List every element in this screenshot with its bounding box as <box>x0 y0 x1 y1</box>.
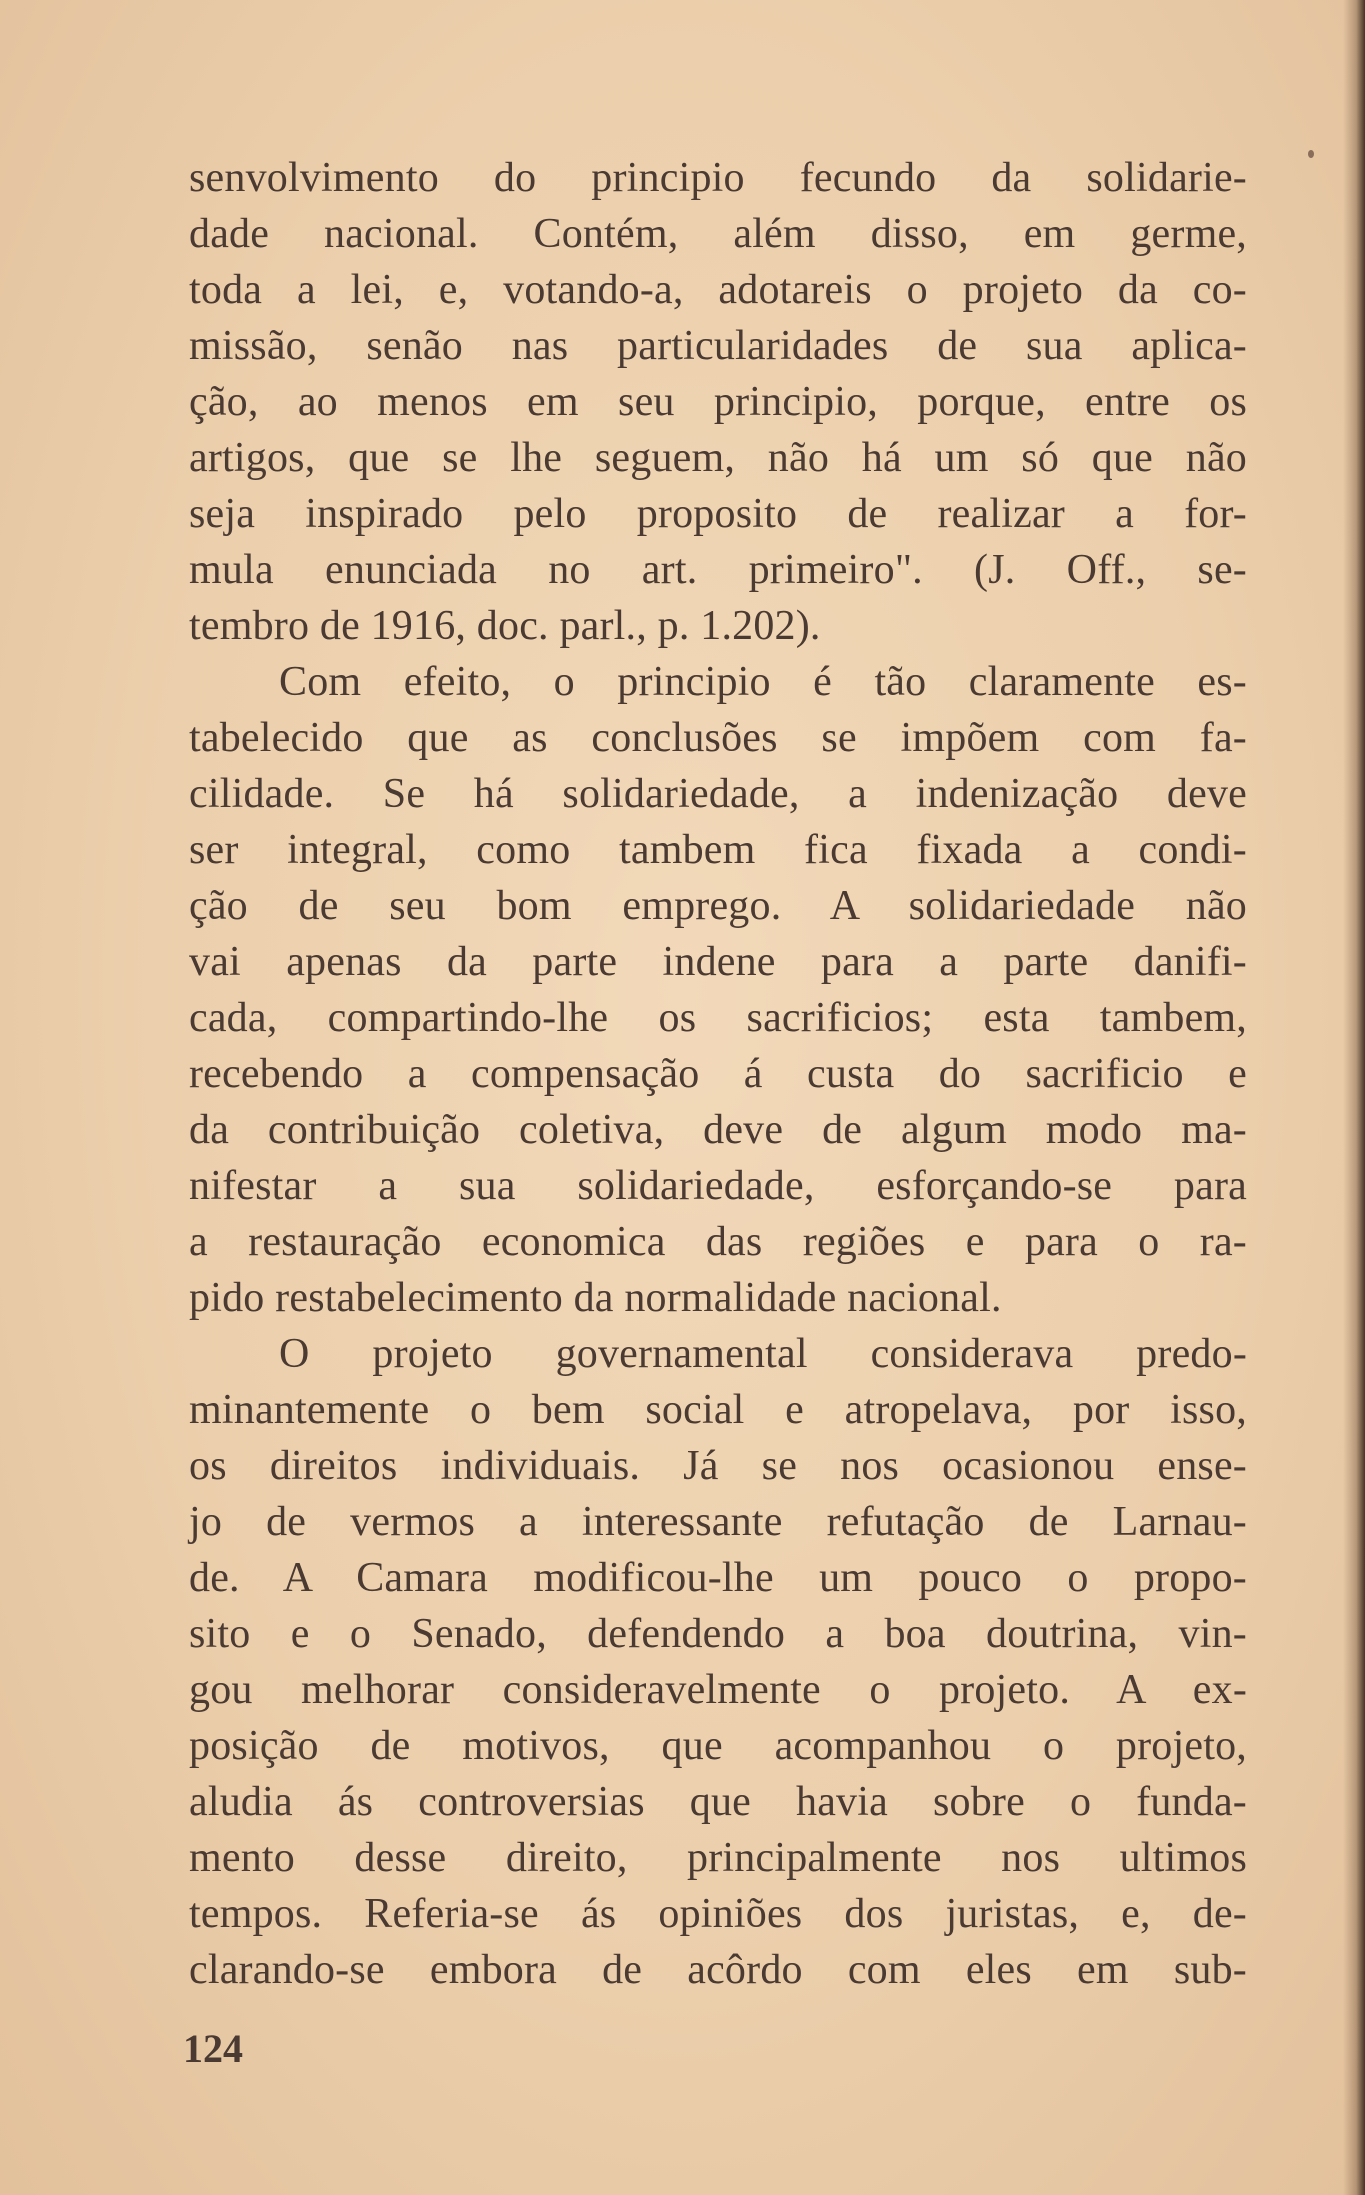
text-line: posição de motivos, que acompanhou o projeto, <box>189 1723 1247 1769</box>
text-line: gou melhorar consideravelmente o projeto. A ex- <box>189 1667 1247 1713</box>
text-line: toda a lei, e, votando-a, adotareis o projeto da co- <box>189 267 1247 313</box>
ink-speck <box>1308 150 1314 158</box>
text-line: Com efeito, o principio é tão claramente es- <box>279 659 1247 705</box>
text-line: missão, senão nas particularidades de sua aplica- <box>189 323 1247 369</box>
text-line: aludia ás controversias que havia sobre o funda- <box>189 1779 1247 1825</box>
text-line: recebendo a compensação á custa do sacrificio e <box>189 1051 1247 1097</box>
text-line: cilidade. Se há solidariedade, a indenização deve <box>189 771 1247 817</box>
text-line: pido restabelecimento da normalidade nacional. <box>189 1275 1002 1321</box>
page-number: 124 <box>183 2026 243 2071</box>
text-line: ção, ao menos em seu principio, porque, entre os <box>189 379 1247 425</box>
text-line: mula enunciada no art. primeiro". (J. Off., se- <box>189 547 1247 593</box>
text-line: tempos. Referia-se ás opiniões dos juristas, e, de- <box>189 1891 1247 1937</box>
text-line: de. A Camara modificou-lhe um pouco o propo- <box>189 1555 1247 1601</box>
text-line: os direitos individuais. Já se nos ocasionou ense- <box>189 1443 1247 1489</box>
text-line: a restauração economica das regiões e para o ra- <box>189 1219 1247 1265</box>
text-line: nifestar a sua solidariedade, esforçando-se para <box>189 1163 1247 1209</box>
text-line: O projeto governamental considerava predo- <box>279 1331 1247 1377</box>
body-text <box>189 150 1247 1998</box>
text-line: clarando-se embora de acôrdo com eles em sub- <box>189 1947 1247 1993</box>
text-line: senvolvimento do principio fecundo da solidarie- <box>189 155 1247 201</box>
text-line: tembro de 1916, doc. parl., p. 1.202). <box>189 603 821 649</box>
text-line: jo de vermos a interessante refutação de Larnau- <box>189 1499 1247 1545</box>
text-line: minantemente o bem social e atropelava, por isso, <box>189 1387 1247 1433</box>
text-line: dade nacional. Contém, além disso, em germe, <box>189 211 1247 257</box>
text-line: da contribuição coletiva, deve de algum modo ma- <box>189 1107 1247 1153</box>
text-line: ser integral, como tambem fica fixada a condi- <box>189 827 1247 873</box>
text-line: artigos, que se lhe seguem, não há um só que não <box>189 435 1247 481</box>
page-edge-shadow <box>1343 0 1365 2195</box>
text-line: tabelecido que as conclusões se impõem com fa- <box>189 715 1247 761</box>
text-line: seja inspirado pelo proposito de realizar a for- <box>189 491 1247 537</box>
text-line: ção de seu bom emprego. A solidariedade não <box>189 883 1247 929</box>
text-line: cada, compartindo-lhe os sacrificios; esta tambem, <box>189 995 1247 1041</box>
text-line: sito e o Senado, defendendo a boa doutrina, vin- <box>189 1611 1247 1657</box>
text-line: vai apenas da parte indene para a parte danifi- <box>189 939 1247 985</box>
text-line: mento desse direito, principalmente nos ultimos <box>189 1835 1247 1881</box>
